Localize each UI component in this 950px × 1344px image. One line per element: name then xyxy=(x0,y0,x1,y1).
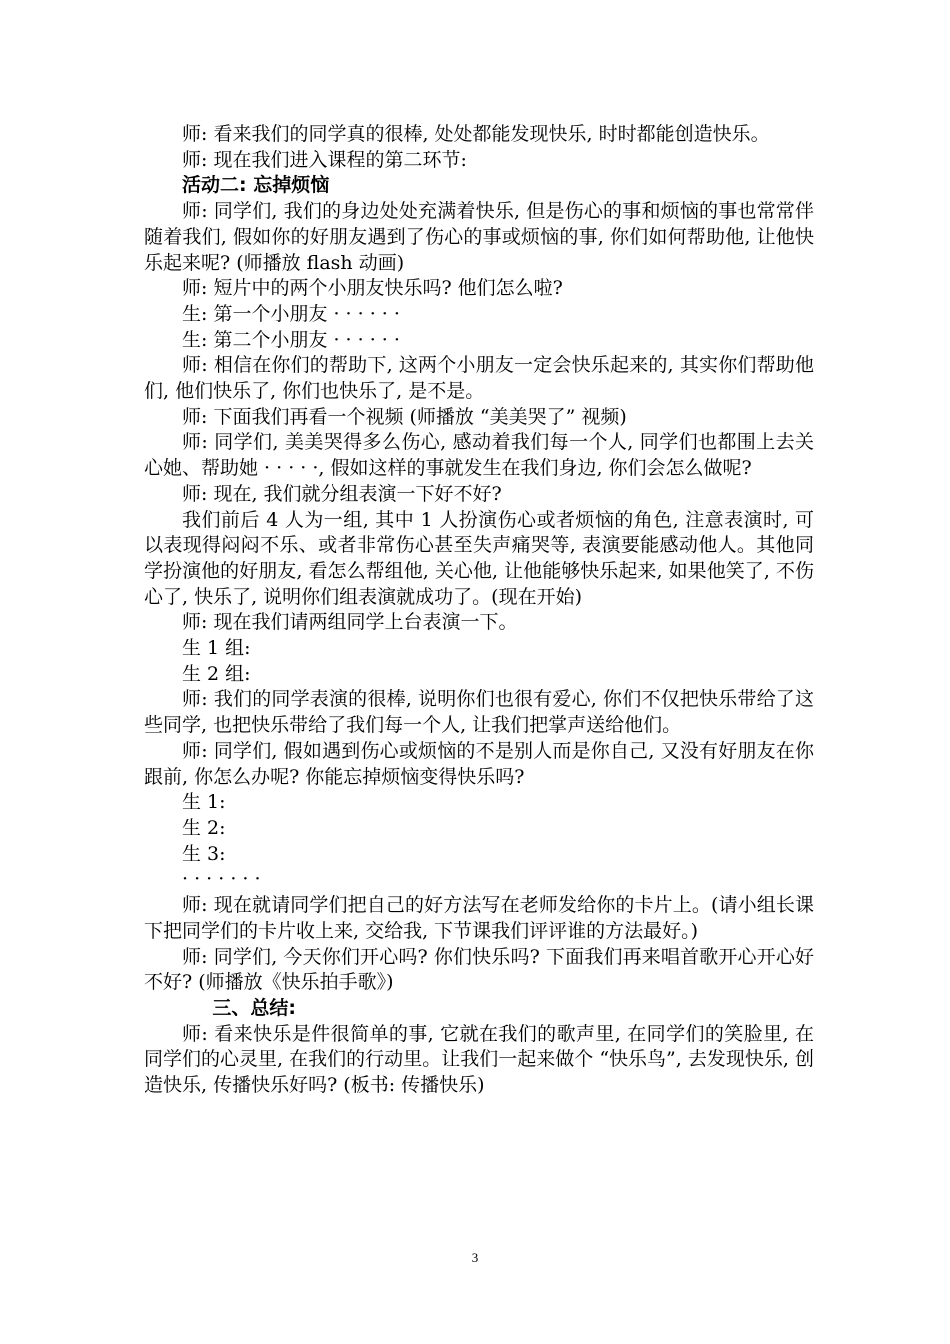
paragraph: 师: 现在我们请两组同学上台表演一下。 xyxy=(182,611,518,634)
paragraph: 师: 现在我们进入课程的第二环节: xyxy=(182,148,467,171)
paragraph: 师: 下面我们再看一个视频 (师播放 “美美哭了” 视频) xyxy=(182,405,627,428)
paragraph: 生 1: xyxy=(182,791,226,814)
paragraph: 师: 同学们, 我们的身边处处充满着快乐, 但是伤心的事和烦恼的事也常常伴随着我们, 假如你的好朋友遇到了伤心的事或烦恼的事, 你们如何帮助他, 让他快乐起来呢? (师播放 flash 动画) xyxy=(144,200,814,274)
paragraph: 生 1 组: xyxy=(182,637,251,660)
paragraph: 师: 同学们, 美美哭得多么伤心, 感动着我们每一个人, 同学们也都围上去关心她、帮助她 · · · · ·, 假如这样的事就发生在我们身边, 你们会怎么做呢? xyxy=(144,431,814,480)
paragraph: 师: 相信在你们的帮助下, 这两个小朋友一定会快乐起来的, 其实你们帮助他们, 他们快乐了, 你们也快乐了, 是不是。 xyxy=(144,354,814,403)
paragraph: 师: 看来我们的同学真的很棒, 处处都能发现快乐, 时时都能创造快乐。 xyxy=(182,123,770,145)
paragraph: 师: 现在就请同学们把自己的好方法写在老师发给你的卡片上。(请小组长课下把同学们的卡片收上来, 交给我, 下节课我们评评谁的方法最好。) xyxy=(144,894,814,942)
paragraph: 生 2 组: xyxy=(182,662,251,685)
paragraph: 师: 看来快乐是件很简单的事, 它就在我们的歌声里, 在同学们的笑脸里, 在同学们的心灵里, 在我们的行动里。让我们一起来做个 “快乐鸟”, 去发现快乐, 创造快乐, 传播快乐好吗? (板书: 传播快乐) xyxy=(144,1022,814,1097)
paragraph: 生: 第一个小朋友 · · · · · · xyxy=(182,302,400,325)
document-body xyxy=(144,122,814,1099)
paragraph: 师: 同学们, 今天你们开心吗? 你们快乐吗? 下面我们再来唱首歌开心开心好不好? (师播放《快乐拍手歌》) xyxy=(144,945,814,994)
page-number: 3 xyxy=(471,1250,479,1265)
section-heading-summary: 三、总结: xyxy=(212,996,296,1019)
paragraph: 生 2: xyxy=(182,816,226,839)
paragraph: 师: 同学们, 假如遇到伤心或烦恼的不是别人而是你自己, 又没有好朋友在你跟前, 你怎么办呢? 你能忘掉烦恼变得快乐吗? xyxy=(144,739,814,788)
paragraph: 师: 现在, 我们就分组表演一下好不好? xyxy=(182,482,502,505)
paragraph: 师: 短片中的两个小朋友快乐吗? 他们怎么啦? xyxy=(182,277,563,300)
paragraph: 生 3: xyxy=(182,842,226,865)
ellipsis-line: · · · · · · · xyxy=(182,868,261,891)
section-heading-activity-two: 活动二: 忘掉烦恼 xyxy=(182,174,330,197)
paragraph: 生: 第二个小朋友 · · · · · · xyxy=(182,328,400,351)
paragraph: 我们前后 4 人为一组, 其中 1 人扮演伤心或者烦恼的角色, 注意表演时, 可以表现得闷闷不乐、或者非常伤心甚至失声痛哭等, 表演要能感动他人。其他同学扮演他的好朋友, 看怎么帮组他, 关心他, 让他能够快乐起来, 如果他笑了, 不伤心了, 快乐了, 说明你们组表演就成功了。(现在开始) xyxy=(144,508,814,608)
paragraph: 师: 我们的同学表演的很棒, 说明你们也很有爱心, 你们不仅把快乐带给了这些同学, 也把快乐带给了我们每一个人, 让我们把掌声送给他们。 xyxy=(144,688,814,737)
